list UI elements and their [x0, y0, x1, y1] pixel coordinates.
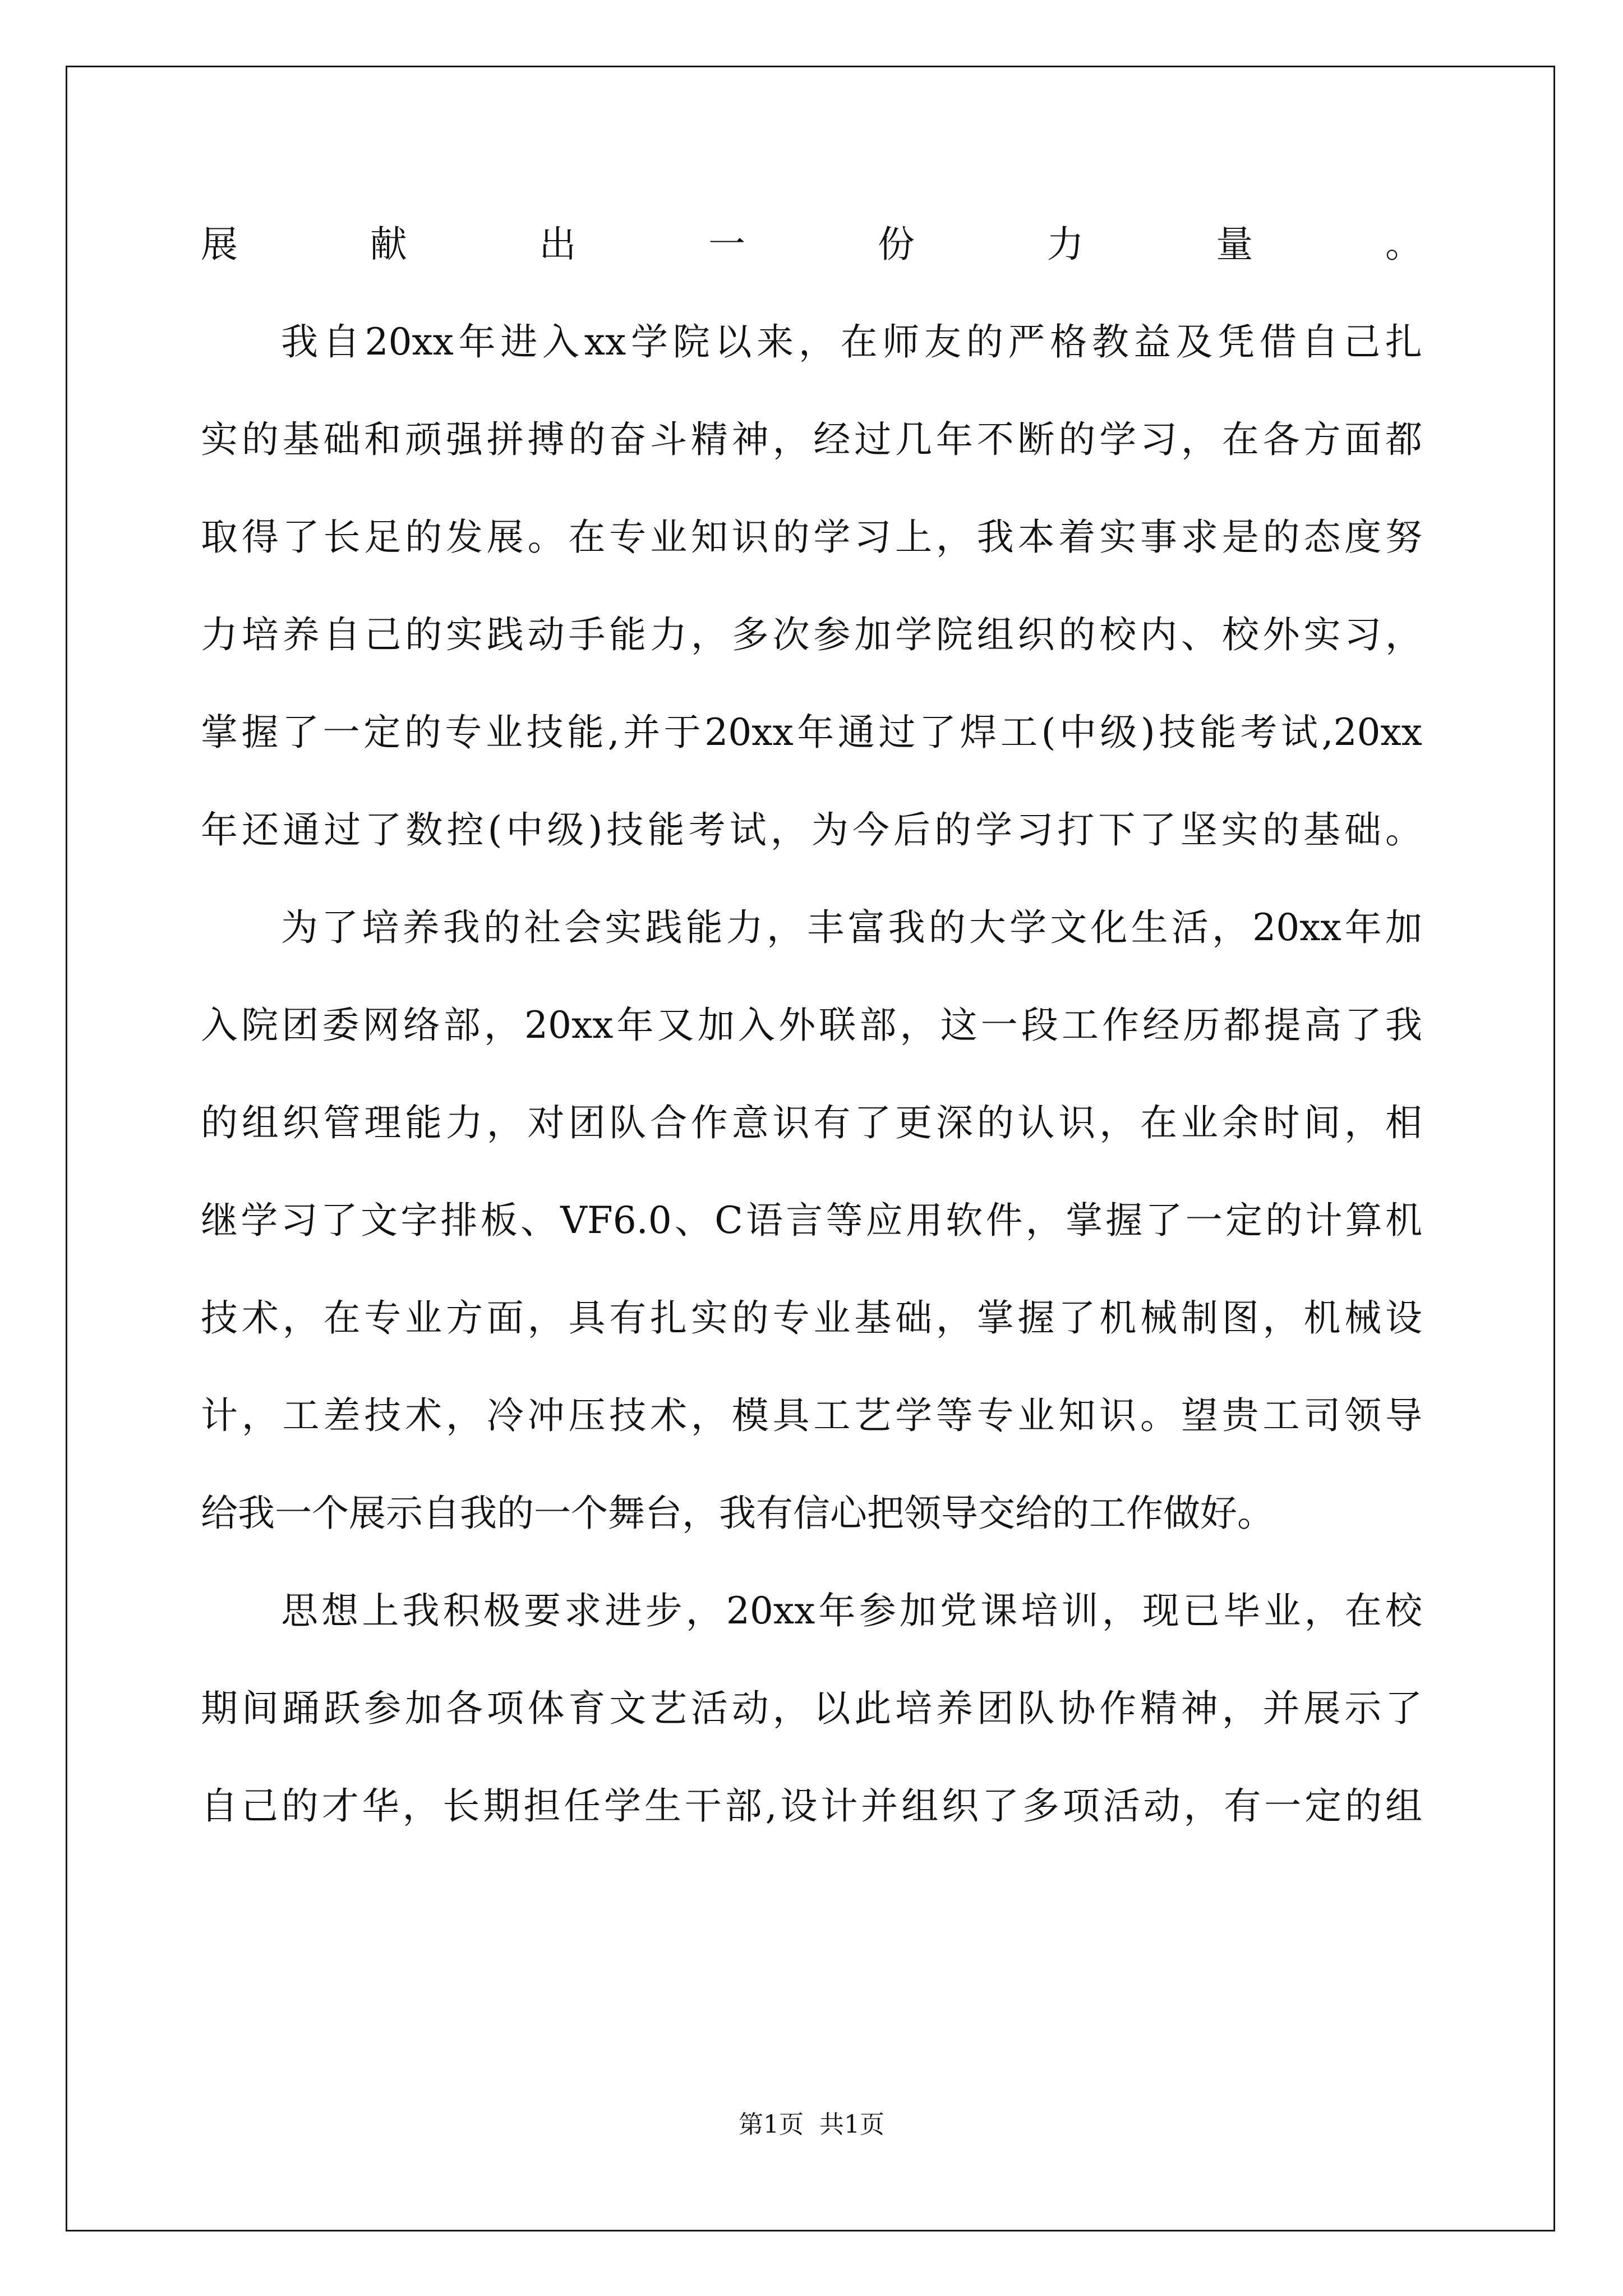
text-line: 计，工差技术，冷冲压技术，模具工艺学等专业知识。望贵工司领导	[201, 1394, 1422, 1437]
text-line: 展献出一份力量。	[201, 223, 1422, 266]
text-line: 取得了长足的发展。在专业知识的学习上，我本着实事求是的态度努	[201, 516, 1422, 559]
text-line: 给我一个展示自我的一个舞台，我有信心把领导交给的工作做好。	[201, 1492, 1274, 1535]
text-line: 掌握了一定的专业技能,并于20xx年通过了焊工(中级)技能考试,20xx	[201, 711, 1422, 754]
text-line: 入院团委网络部，20xx年又加入外联部，这一段工作经历都提高了我	[201, 1004, 1422, 1047]
text-line: 为了培养我的社会实践能力，丰富我的大学文化生活，20xx年加	[281, 906, 1422, 949]
text-line: 技术，在专业方面，具有扎实的专业基础，掌握了机械制图，机械设	[201, 1296, 1422, 1340]
text-line: 期间踊跃参加各项体育文艺活动，以此培养团队协作精神，并展示了	[201, 1687, 1422, 1730]
text-line: 自己的才华，长期担任学生干部,设计并组织了多项活动，有一定的组	[201, 1784, 1422, 1828]
text-line: 我自20xx年进入xx学院以来，在师友的严格教益及凭借自己扎	[281, 320, 1422, 364]
page-number-footer: 第1页 共1页	[739, 2110, 884, 2139]
text-line: 思想上我积极要求进步，20xx年参加党课培训，现已毕业，在校	[281, 1589, 1422, 1632]
text-line: 的组织管理能力，对团队合作意识有了更深的认识，在业余时间，相	[201, 1101, 1422, 1144]
text-line: 继学习了文字排板、VF6.0、C语言等应用软件，掌握了一定的计算机	[201, 1199, 1422, 1242]
text-line: 年还通过了数控(中级)技能考试，为今后的学习打下了坚实的基础。	[201, 808, 1422, 852]
text-line: 实的基础和顽强拼搏的奋斗精神，经过几年不断的学习，在各方面都	[201, 418, 1422, 461]
text-line: 力培养自己的实践动手能力，多次参加学院组织的校内、校外实习，	[201, 613, 1422, 656]
